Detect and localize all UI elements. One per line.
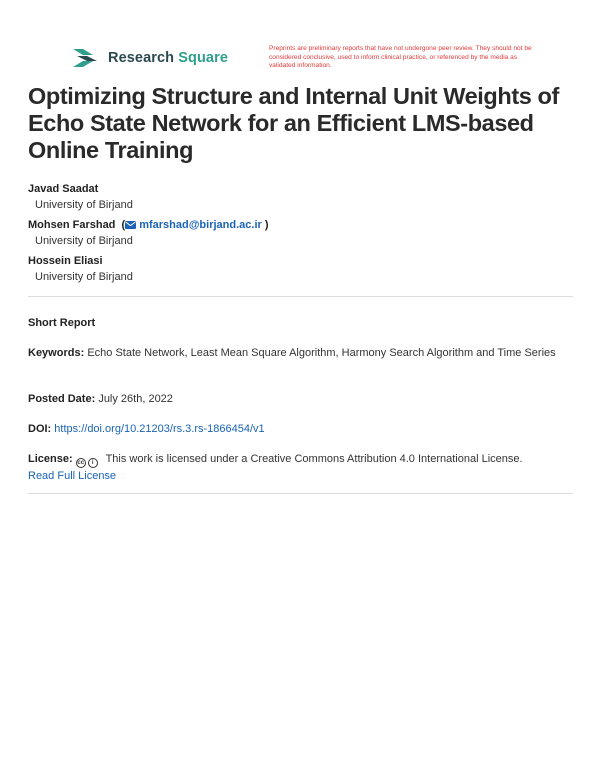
- read-full-license-link[interactable]: Read Full License: [28, 470, 117, 482]
- article-type-label: Short Report: [28, 317, 96, 329]
- author-affiliation: University of Birjand: [35, 271, 133, 283]
- author-email-link[interactable]: [125, 218, 262, 232]
- envelope-icon: [125, 221, 136, 229]
- license: [28, 451, 573, 484]
- posted-date-value: July 26th, 2022: [98, 393, 173, 405]
- author-affiliation: University of Birjand: [35, 235, 133, 247]
- research-square-logo[interactable]: [73, 47, 228, 69]
- keywords-label: Keywords:: [28, 347, 85, 359]
- cc-icon: cc: [77, 460, 85, 466]
- posted-date: [28, 391, 573, 407]
- research-square-logo-icon: [73, 47, 101, 69]
- paper-title: Optimizing Structure and Internal Unit Weights of Echo State Network for an Efficient LMS-based Online Training: [28, 83, 559, 163]
- article-type: [28, 315, 573, 331]
- doi-label: DOI:: [28, 423, 52, 435]
- doi-link[interactable]: https://doi.org/10.21203/rs.3.rs-1866454/v1: [54, 423, 265, 435]
- author-name: Hossein Eliasi: [28, 255, 103, 267]
- doi: [28, 421, 573, 437]
- header: [0, 0, 600, 80]
- author-email: mfarshad@birjand.ac.ir: [139, 219, 262, 231]
- logo-text: Research Square: [108, 50, 228, 66]
- author-list: [28, 180, 573, 288]
- license-label: License:: [28, 453, 73, 465]
- by-icon: i: [88, 458, 98, 468]
- keywords: [28, 345, 573, 361]
- author-name: Mohsen Farshad: [28, 219, 116, 231]
- author-affiliation: University of Birjand: [35, 199, 133, 211]
- license-text: This work is licensed under a Creative Commons Attribution 4.0 International License.: [105, 453, 523, 465]
- preprint-disclaimer: Preprints are preliminary reports that have not undergone peer review. They should not be considered conclusive, used to inform clinical practice, or referenced by the media as validated information.: [269, 45, 532, 69]
- keywords-value: Echo State Network, Least Mean Square Algorithm, Harmony Search Algorithm and Time Series: [87, 347, 556, 359]
- license-icons: [76, 458, 100, 468]
- divider: [28, 296, 573, 297]
- author-name: Javad Saadat: [28, 183, 99, 195]
- posted-date-label: Posted Date:: [28, 393, 96, 405]
- author-name-with-email: Mohsen Farshad ( mfarshad@birjand.ac.ir ): [28, 219, 269, 231]
- divider: [28, 493, 573, 494]
